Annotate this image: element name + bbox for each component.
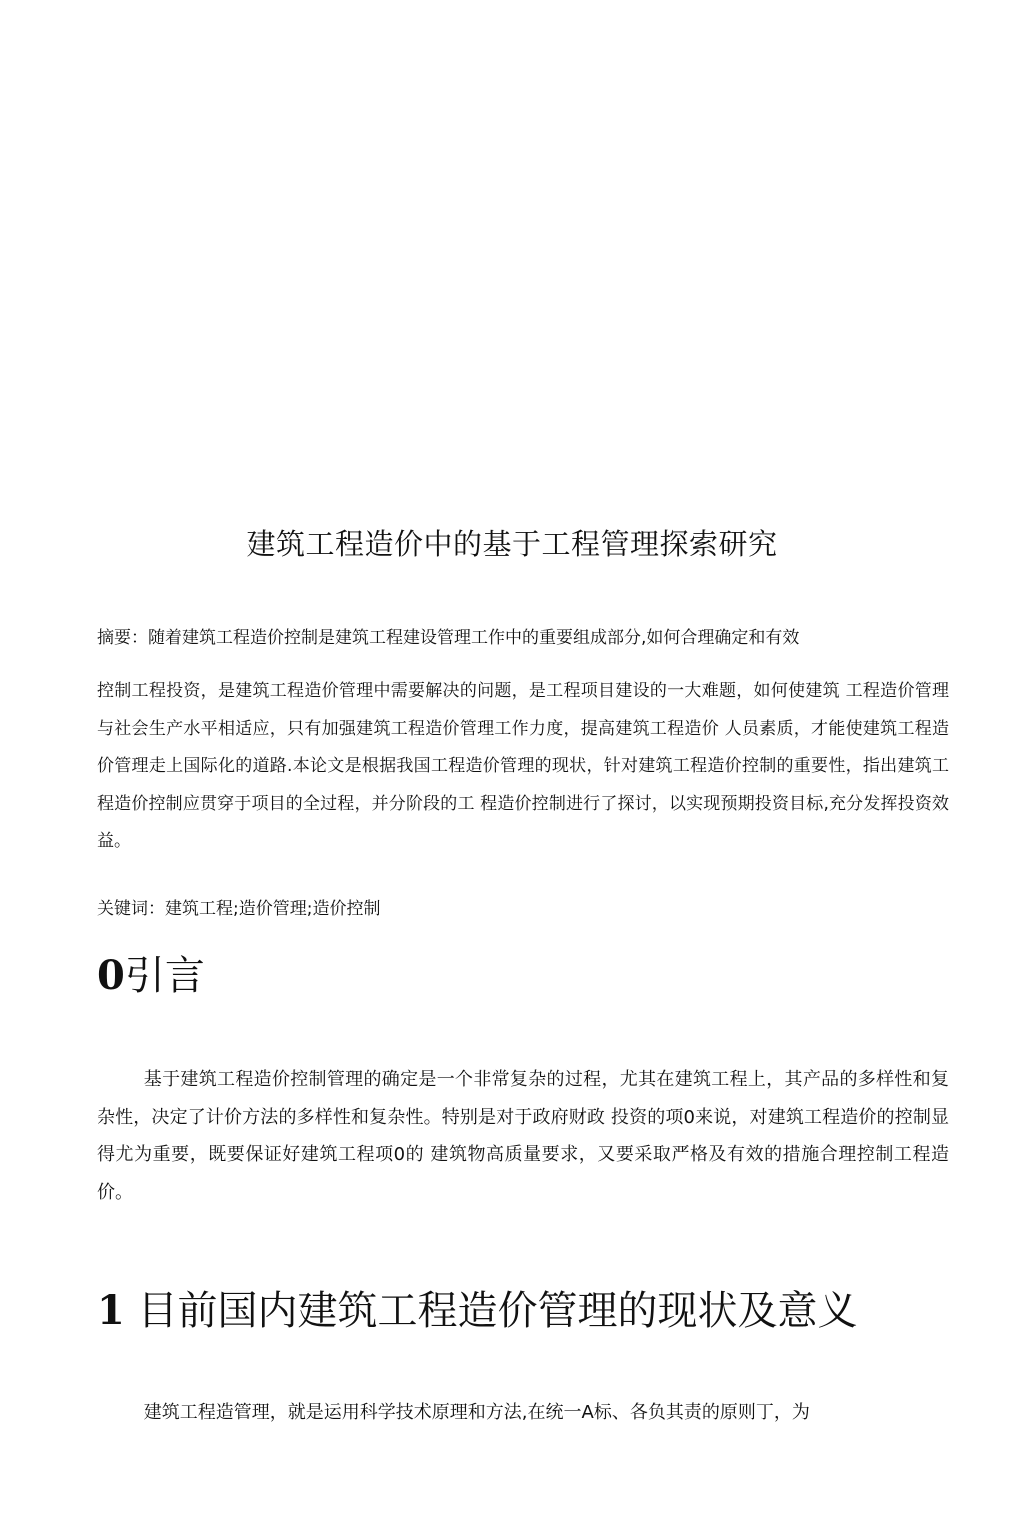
document-title: 建筑工程造价中的基于工程管理探索研究	[246, 527, 778, 561]
abstract-body: 控制工程投资，是建筑工程造价管理中需要解决的问题，是工程项目建设的一大难题，如何使建筑 工程造价管理与社会生产水平相适应，只有加强建筑工程造价管理工作力度，提高建筑工程造价 人员素质，才能使建筑工程造价管理走上国际化的道路.本论文是根据我国工程造价管理的现状，针对建筑工程造价控制的重要性，指出建筑工程造价控制应贯穿于项目的全过程，并分阶段的工 程造价控制进行了探讨，以实现预期投资目标,充分发挥投资效益。	[97, 681, 949, 851]
section-1-number: 1	[97, 1287, 125, 1334]
keywords-line: 关键词：建筑工程;造价管理;造价控制	[97, 899, 381, 919]
section-0-number: 0	[97, 952, 125, 999]
section-1-heading	[97, 1283, 858, 1339]
section-0-heading	[97, 948, 205, 1004]
section-0-paragraph: 基于建筑工程造价控制管理的确定是一个非常复杂的过程，尤其在建筑工程上，其产品的多样性和复杂性，决定了计价方法的多样性和复杂性。特别是对于政府财政 投资的项0来说，对建筑工程造价的控制显得尤为重要，既要保证好建筑工程项0的 建筑物高质量要求，又要采取严格及有效的措施合理控制工程造价。	[97, 1069, 949, 1203]
abstract-first-line: 摘要：随着建筑工程造价控制是建筑工程建设管理工作中的重要组成部分,如何合理确定和有效	[97, 628, 800, 648]
section-1-title: 目前国内建筑工程造价管理的现状及意义	[137, 1288, 858, 1334]
section-1-paragraph: 建筑工程造管理，就是运用科学技术原理和方法,在统一A标、各负其责的原则丁，为	[143, 1402, 810, 1423]
section-0-title: 引言	[124, 953, 205, 999]
